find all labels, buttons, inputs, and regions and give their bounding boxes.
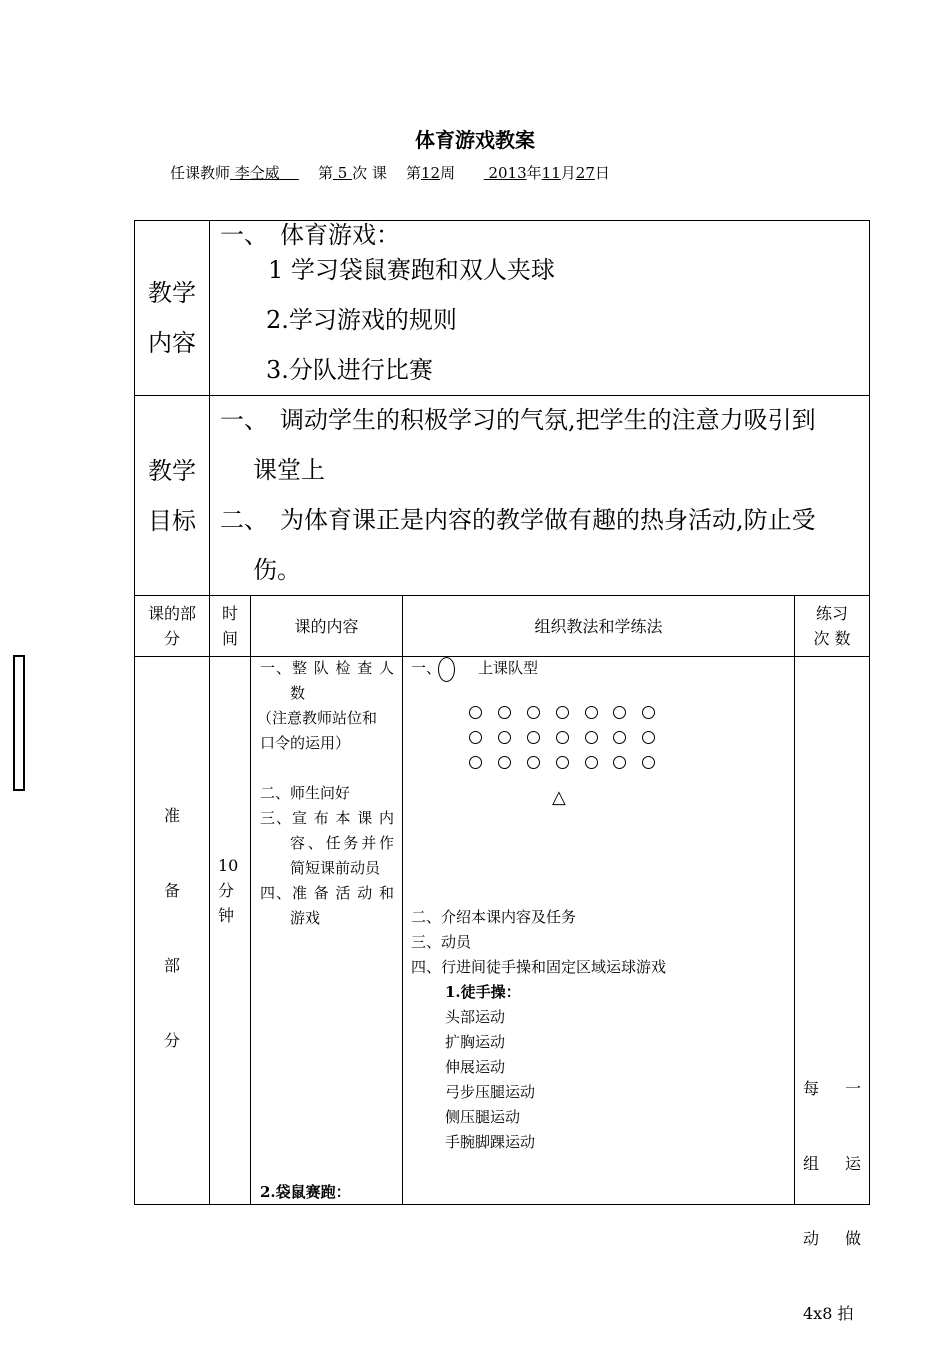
student-circle-icon [556,756,569,769]
exercise-item: 侧压腿运动 [445,1108,521,1126]
header-part: 课的部 分 [147,604,196,648]
prep-content-line: 三、宣 布 本 课 内 [260,809,394,827]
prep-content-line: 容、任务并作 [290,834,394,852]
student-circle-icon [527,706,540,719]
method-step: 二、介绍本课内容及任务 [411,908,577,926]
prep-content-line: 游戏 [290,909,321,927]
month-suffix: 月 [560,164,576,182]
prep-content [257,656,394,931]
prep-content-line [260,756,394,781]
student-circle-icon [556,706,569,719]
prep-content-line: 四、准 备 活 动 和 [260,884,394,902]
prep-part-label: 准 备 部 分 [163,806,180,1050]
student-circle-icon [642,756,655,769]
margin-marker-box [13,655,25,791]
teacher-triangle-icon: △ [552,787,566,808]
student-circle-icon [527,731,540,744]
table-divider [794,595,795,1205]
student-circle-icon [585,756,598,769]
table-divider [402,595,403,1205]
student-circle-icon [498,756,511,769]
exercise-item: 弓步压腿运动 [445,1083,536,1101]
prep-content-line: 一、整 队 检 查 人 [260,659,394,677]
week-prefix: 第 [405,164,421,182]
method-formation-label: 上课队型 [478,659,539,677]
header-time: 时 间 [221,604,238,648]
month: 11 [541,164,561,182]
prep-content-line: 口令的运用） [260,734,351,752]
student-circle-icon [613,731,626,744]
formation-oval-icon [438,657,455,682]
content-item: 2.学习游戏的规则 [266,306,457,334]
table-divider [134,395,870,396]
prep-content-line: 二、师生问好 [260,784,351,802]
header-reps: 练习 次 数 [813,604,851,648]
prep-content-line: 数 [290,684,306,702]
table-border-bottom [134,1204,870,1205]
exercise-list [445,980,535,1155]
student-circle-icon [527,756,540,769]
exercise-item: 扩胸运动 [445,1033,506,1051]
content-item: 3.分队进行比赛 [266,356,433,384]
content-section-label: 教学 内容 [148,279,196,357]
lesson-suffix: 次 课 [352,164,387,182]
prep-reps: 每 一 组 运 动 做 4x8 拍 [803,1079,861,1323]
header-method: 组织教法和学练法 [534,617,663,636]
table-border-right [869,220,870,1205]
goal-2-line-1: 二、 为体育课正是内容的教学做有趣的热身活动,防止受 [220,506,816,534]
method-formation-prefix: 一、 [411,659,442,677]
year: 2013 [488,164,527,182]
student-circle-icon [642,731,655,744]
prep-content-footer: 2.袋鼠赛跑： [260,1183,351,1201]
table-divider [250,595,251,1205]
day-suffix: 日 [594,164,610,182]
lesson-number: 5 [337,164,348,182]
exercise-item: 头部运动 [445,1008,506,1026]
table-divider [134,595,870,596]
method-steps [411,905,666,980]
student-circle-icon [613,756,626,769]
student-circle-icon [613,706,626,719]
student-circle-icon [469,731,482,744]
year-suffix: 年 [526,164,542,182]
prep-content-line: （注意教师站位和 [257,709,378,727]
lesson-prefix: 第 [317,164,333,182]
prep-content-line: 简短课前动员 [290,859,381,877]
goals-section-label: 教学 目标 [148,457,196,535]
content-heading: 一、 体育游戏： [220,221,400,249]
goal-1-line-1: 一、 调动学生的积极学习的气氛,把学生的注意力吸引到 [220,406,816,434]
student-circle-icon [556,731,569,744]
content-item: 1 学习袋鼠赛跑和双人夹球 [268,256,555,284]
week-suffix: 周 [440,164,456,182]
exercise-item: 手腕脚踝运动 [445,1133,536,1151]
student-circle-icon [469,706,482,719]
goal-1-line-2: 课堂上 [253,456,325,484]
lesson-meta [170,162,610,183]
method-step: 四、行进间徒手操和固定区域运球游戏 [411,958,667,976]
student-circle-icon [585,731,598,744]
student-circle-icon [585,706,598,719]
week-number: 12 [420,164,441,182]
teacher-name: 李仝威 [234,164,280,182]
page-title: 体育游戏教案 [415,128,535,152]
student-circle-icon [498,706,511,719]
header-content: 课的内容 [294,617,359,636]
method-step: 三、动员 [411,933,472,951]
teacher-label: 任课教师 [170,164,231,182]
prep-time: 10 分 钟 [218,856,239,925]
student-circle-icon [469,756,482,769]
day: 27 [575,164,595,182]
student-circle-icon [498,731,511,744]
exercise-heading: 1.徒手操： [445,983,521,1001]
goal-2-line-2: 伤。 [253,556,301,584]
exercise-item: 伸展运动 [445,1058,506,1076]
student-circle-icon [642,706,655,719]
